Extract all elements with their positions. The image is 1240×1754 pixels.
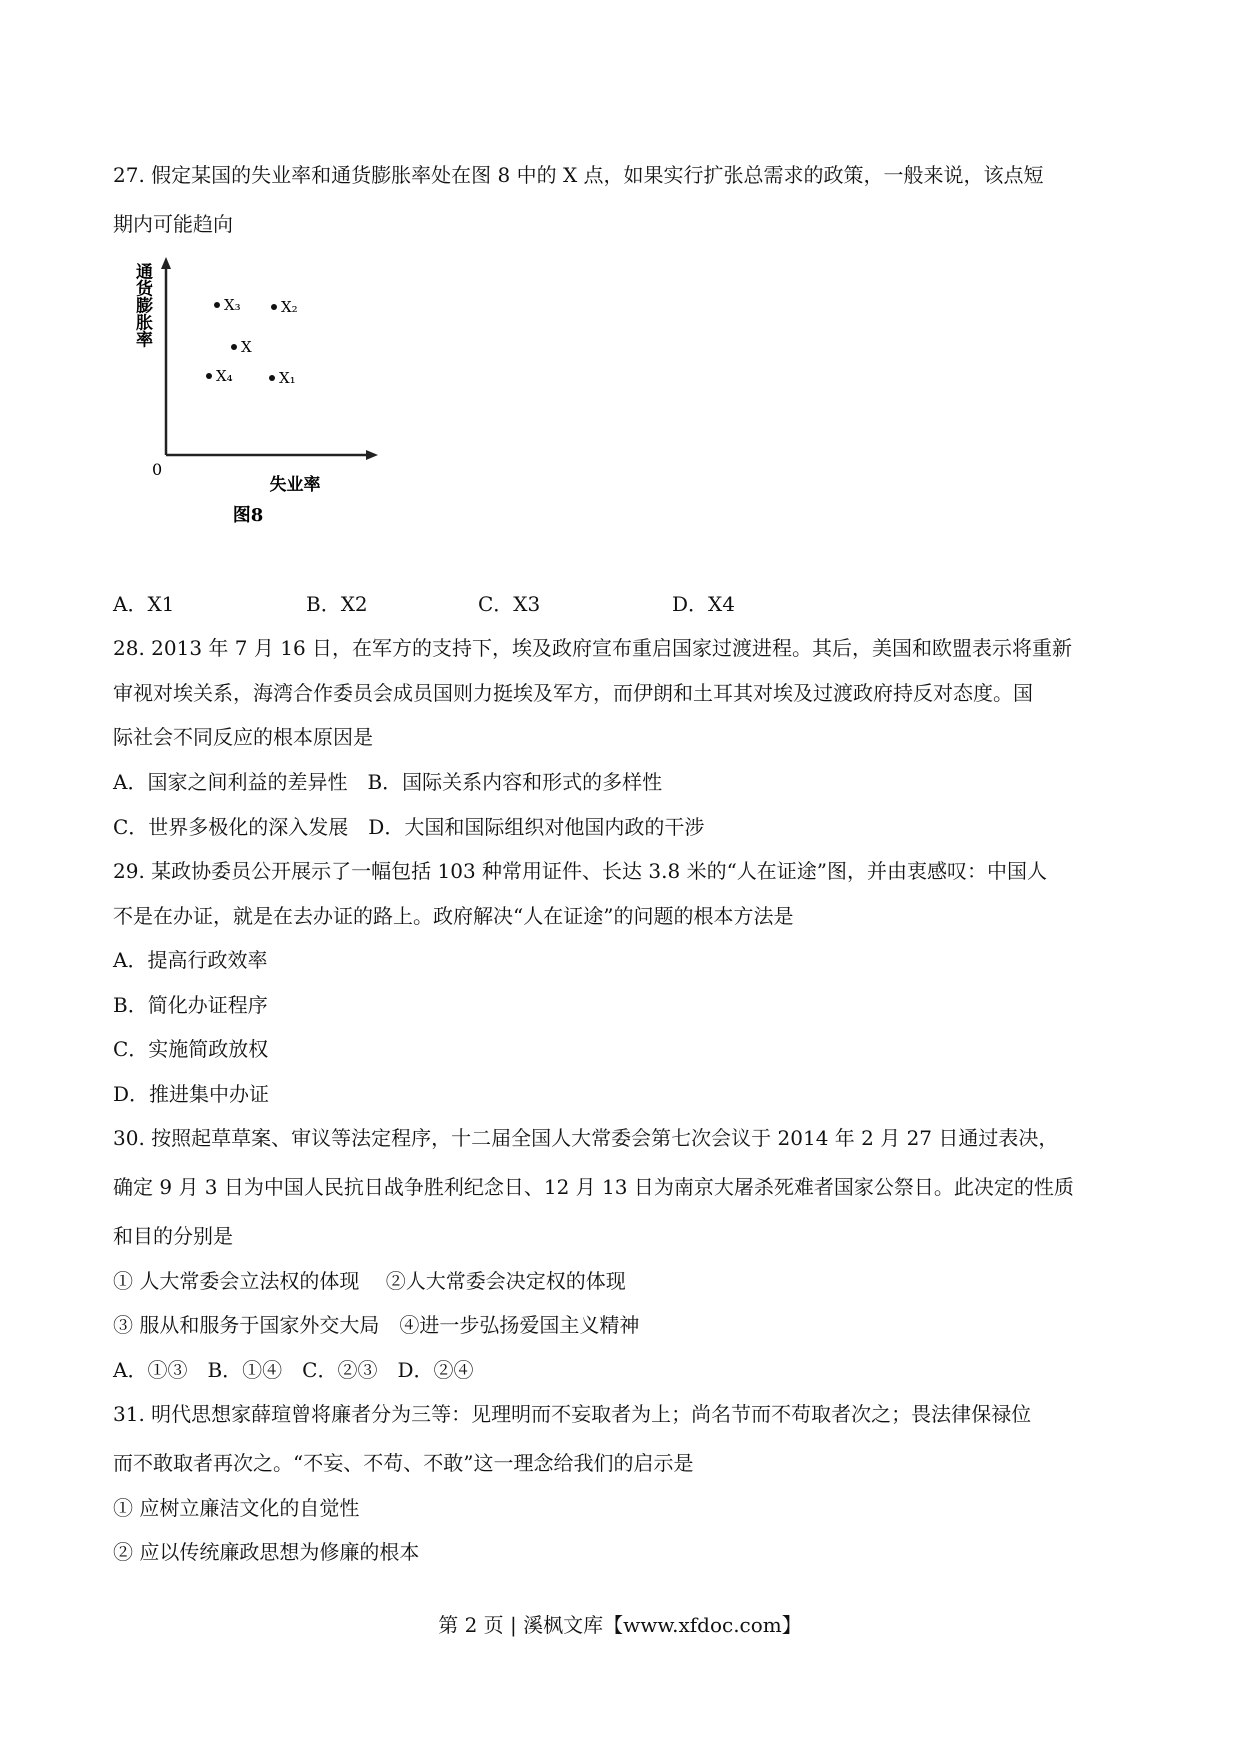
point-x xyxy=(231,344,237,350)
x-axis-label: 失业率 xyxy=(269,475,321,495)
point-x4-label: X₄ xyxy=(216,367,233,385)
point-x1 xyxy=(269,375,275,381)
q27-option-d[interactable]: D．X4 xyxy=(672,592,735,616)
point-x2 xyxy=(271,304,277,310)
origin-label: 0 xyxy=(152,460,163,479)
q29-stem-line1: 29. 某政协委员公开展示了一幅包括 103 种常用证件、长达 3.8 米的“人在证途”图，并由衷感叹：中国人 xyxy=(113,859,1048,883)
q28-stem-line2: 审视对埃关系，海湾合作委员会成员国则力挺埃及军方，而伊朗和土耳其对埃及过渡政府持反对态度。国 xyxy=(113,681,1033,705)
x-axis-arrow xyxy=(366,450,378,460)
q31-stem-line1: 31. 明代思想家薛瑄曾将廉者分为三等：见理明而不妄取者为上；尚名节而不苟取者次之；畏法律保禄位 xyxy=(113,1402,1032,1426)
y-axis-label: 通货膨胀率 xyxy=(132,262,152,348)
q28-options-line2[interactable]: C．世界多极化的深入发展 D．大国和国际组织对他国内政的干涉 xyxy=(113,815,705,839)
q27-option-b[interactable]: B．X2 xyxy=(306,592,368,616)
point-x2-label: X₂ xyxy=(281,298,298,316)
q27-stem-line1: 27. 假定某国的失业率和通货膨胀率处在图 8 中的 X 点，如果实行扩张总需求的政策，一般来说，该点短 xyxy=(113,163,1044,187)
q29-stem-line2: 不是在办证，就是在去办证的路上。政府解决“人在证途”的问题的根本方法是 xyxy=(113,904,794,928)
point-x-label: X xyxy=(241,338,252,356)
q29-option-c[interactable]: C．实施简政放权 xyxy=(113,1037,269,1061)
q31-item-1: ① 应树立廉洁文化的自觉性 xyxy=(113,1496,360,1520)
q29-option-d[interactable]: D．推进集中办证 xyxy=(113,1082,270,1106)
q28-stem-line3: 际社会不同反应的根本原因是 xyxy=(113,725,373,749)
q28-options-line1[interactable]: A．国家之间利益的差异性 B．国际关系内容和形式的多样性 xyxy=(113,770,663,794)
q30-stem-line3: 和目的分别是 xyxy=(113,1224,233,1248)
y-axis-arrow xyxy=(161,257,171,269)
q30-items-line1: ① 人大常委会立法权的体现 ②人大常委会决定权的体现 xyxy=(113,1269,626,1293)
q27-option-a[interactable]: A．X1 xyxy=(113,592,175,616)
q27-option-c[interactable]: C．X3 xyxy=(478,592,541,616)
q31-stem-line2: 而不敢取者再次之。“不妄、不苟、不敢”这一理念给我们的启示是 xyxy=(113,1451,694,1475)
q27-stem-line2: 期内可能趋向 xyxy=(113,212,233,236)
point-x3 xyxy=(214,302,220,308)
q29-option-a[interactable]: A．提高行政效率 xyxy=(113,948,268,972)
point-x4 xyxy=(206,373,212,379)
q28-stem-line1: 28. 2013 年 7 月 16 日，在军方的支持下，埃及政府宣布重启国家过渡进程。其后，美国和欧盟表示将重新 xyxy=(113,636,1073,660)
q30-stem-line1: 30. 按照起草草案、审议等法定程序，十二届全国人大常委会第七次会议于 2014 年 2 月 27 日通过表决， xyxy=(113,1126,1059,1150)
q30-items-line2: ③ 服从和服务于国家外交大局 ④进一步弘扬爱国主义精神 xyxy=(113,1313,640,1337)
figure-8-phillips-chart xyxy=(120,255,420,545)
q29-option-b[interactable]: B．简化办证程序 xyxy=(113,993,268,1017)
q30-stem-line2: 确定 9 月 3 日为中国人民抗日战争胜利纪念日、12 月 13 日为南京大屠杀死难者国家公祭日。此决定的性质 xyxy=(113,1175,1074,1199)
point-x1-label: X₁ xyxy=(279,369,296,387)
figure-caption: 图8 xyxy=(232,505,264,526)
page-footer: 第 2 页 | 溪枫文库【www.xfdoc.com】 xyxy=(438,1613,802,1637)
q30-options[interactable]: A．①③ B．①④ C．②③ D．②④ xyxy=(113,1358,474,1382)
point-x3-label: X₃ xyxy=(224,296,241,314)
q31-item-2: ② 应以传统廉政思想为修廉的根本 xyxy=(113,1540,420,1564)
